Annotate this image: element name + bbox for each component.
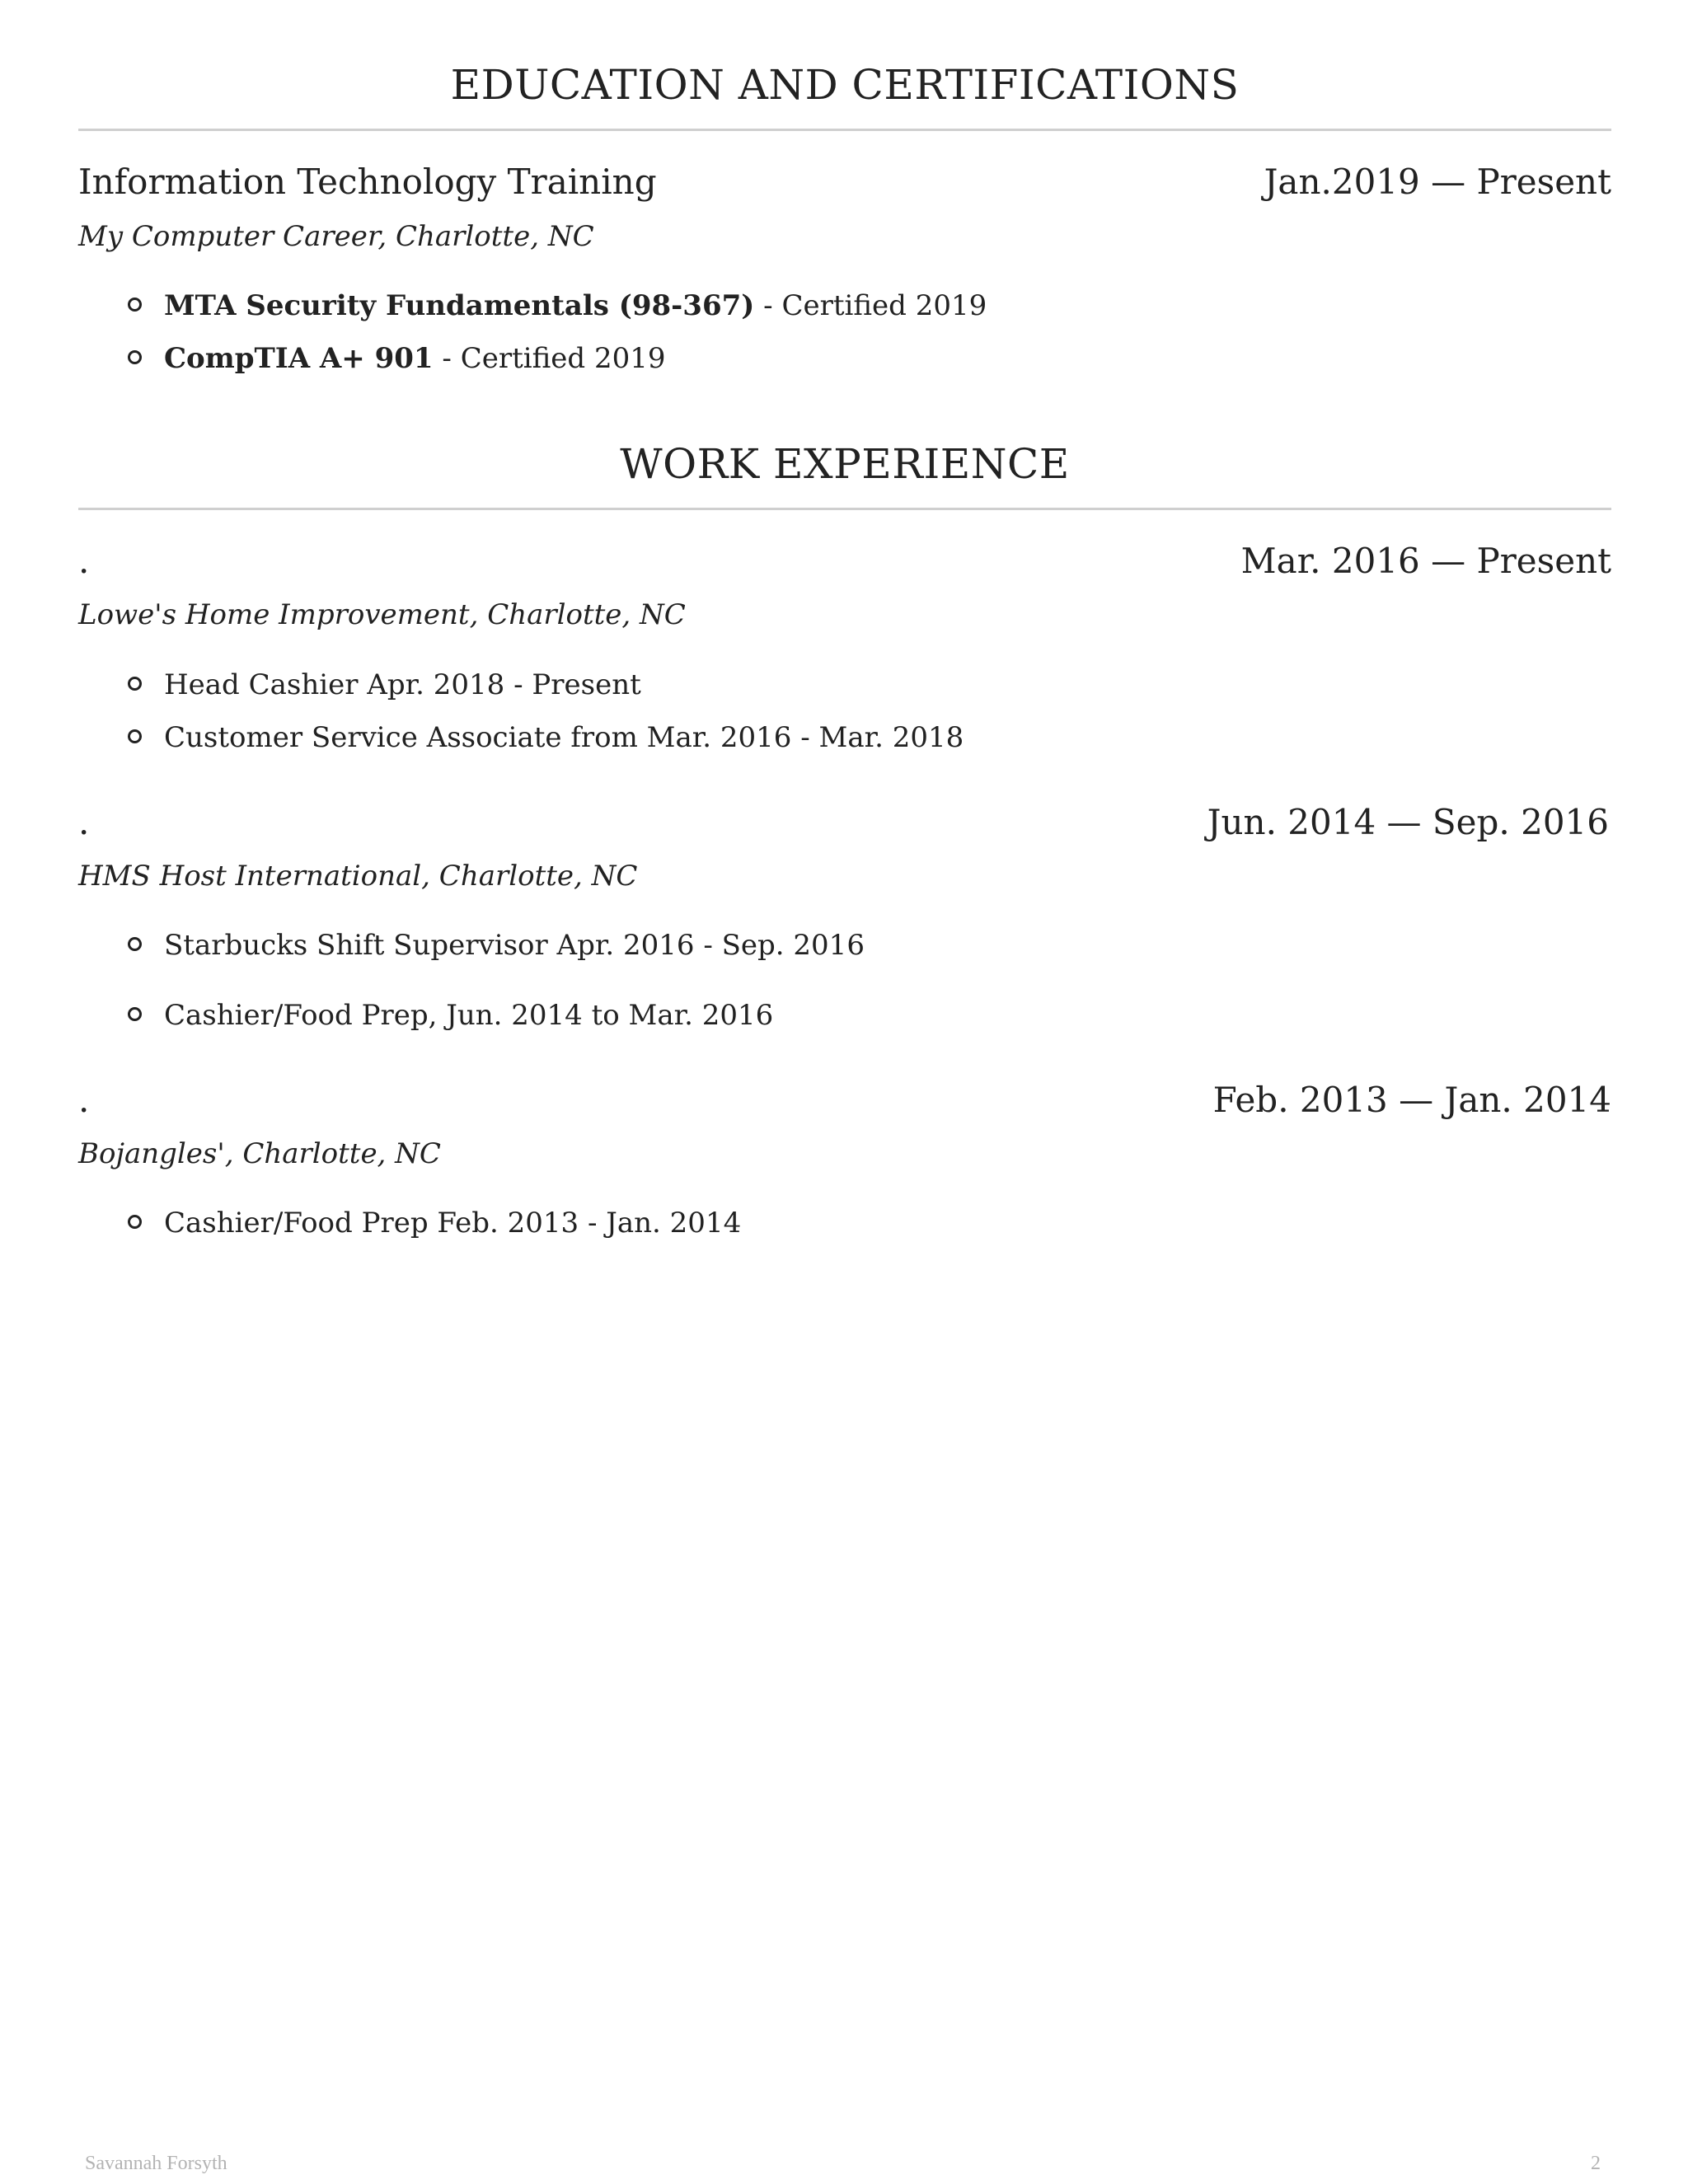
circle-bullet-icon <box>128 1007 142 1021</box>
work-bullet-text: Customer Service Associate from Mar. 2016 - Mar. 2018 <box>164 721 964 754</box>
work-bullet-text: Cashier/Food Prep Feb. 2013 - Jan. 2014 <box>164 1207 742 1240</box>
work-entry-org: HMS Host International, Charlotte, NC <box>78 860 638 893</box>
page-number: 2 <box>1591 2153 1601 2174</box>
certification-status: Certified 2019 <box>460 342 666 375</box>
work-bullet-text: Starbucks Shift Supervisor Apr. 2016 - Sep. 2016 <box>164 929 865 962</box>
resume-page <box>78 0 1611 2184</box>
list-item <box>128 668 641 701</box>
education-entry-date: Jan.2019 — Present <box>1264 162 1611 202</box>
work-entry-title: . <box>78 541 90 581</box>
education-entry-org: My Computer Career, Charlotte, NC <box>78 220 594 253</box>
list-item <box>128 344 666 373</box>
list-item <box>128 721 964 754</box>
footer-name: Savannah Forsyth <box>85 2153 227 2174</box>
education-heading: EDUCATION AND CERTIFICATIONS <box>450 61 1240 109</box>
list-item <box>128 1207 742 1240</box>
circle-bullet-icon <box>128 729 142 743</box>
certification-name: MTA Security Fundamentals (98-367) <box>164 289 755 322</box>
work-entry-title: . <box>78 1080 90 1120</box>
separator: - <box>433 342 461 375</box>
circle-bullet-icon <box>128 350 142 364</box>
work-entry-org: Lowe's Home Improvement, Charlotte, NC <box>78 598 686 631</box>
work-bullet-text: Head Cashier Apr. 2018 - Present <box>164 668 641 701</box>
list-item <box>128 999 774 1032</box>
separator: - <box>754 289 782 322</box>
work-divider <box>78 508 1611 510</box>
work-entry-title: . <box>78 802 90 842</box>
education-divider <box>78 129 1611 131</box>
education-entry-title: Information Technology Training <box>78 162 657 202</box>
circle-bullet-icon <box>128 937 142 951</box>
work-entry-date: Jun. 2014 — Sep. 2016 <box>1207 802 1609 842</box>
work-entry-date: Mar. 2016 — Present <box>1240 541 1611 581</box>
work-entry-date: Feb. 2013 — Jan. 2014 <box>1212 1080 1611 1120</box>
certification-status: Certified 2019 <box>781 289 987 322</box>
work-heading: WORK EXPERIENCE <box>620 440 1070 488</box>
circle-bullet-icon <box>128 298 142 312</box>
circle-bullet-icon <box>128 677 142 691</box>
work-entry-org: Bojangles', Charlotte, NC <box>78 1137 441 1170</box>
list-item <box>128 929 865 962</box>
list-item <box>128 289 987 322</box>
circle-bullet-icon <box>128 1215 142 1229</box>
certification-name: CompTIA A+ 901 <box>164 342 434 375</box>
work-bullet-text: Cashier/Food Prep, Jun. 2014 to Mar. 2016 <box>164 999 774 1032</box>
